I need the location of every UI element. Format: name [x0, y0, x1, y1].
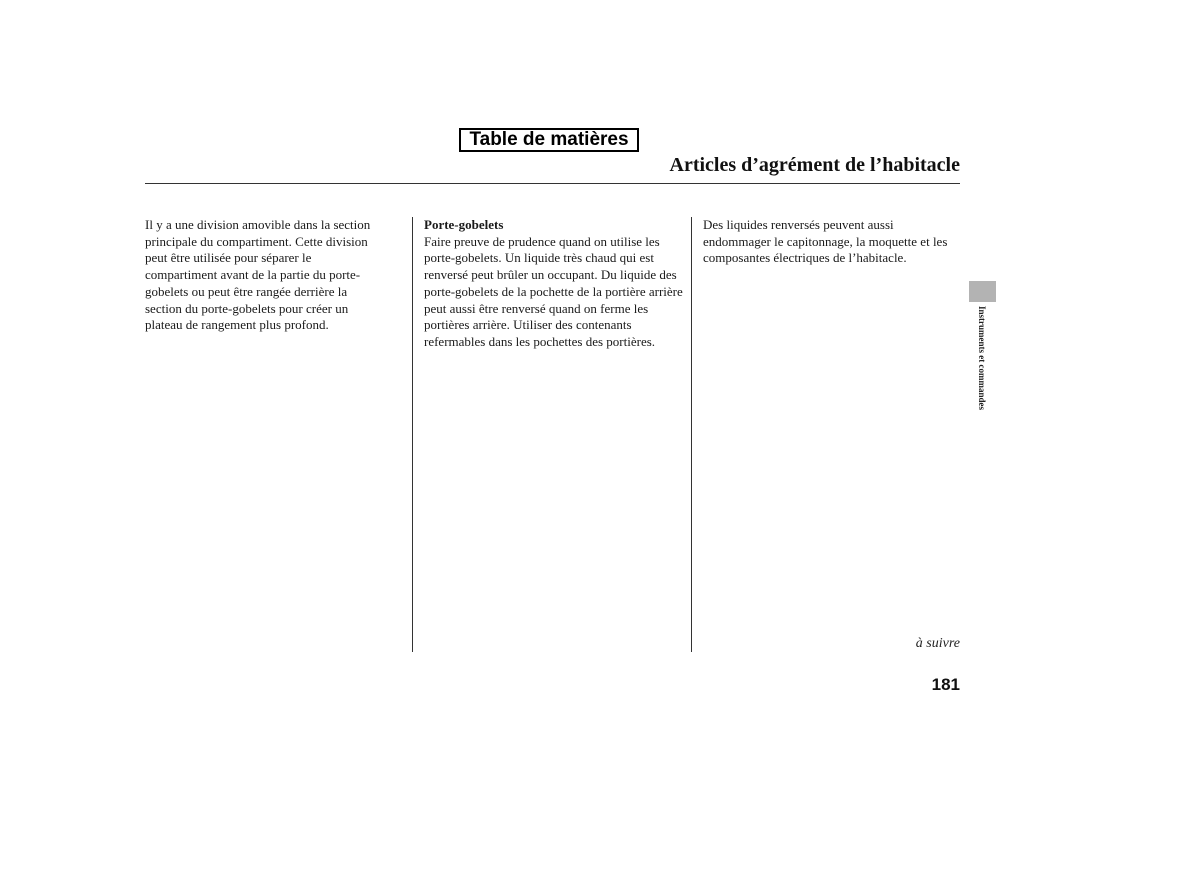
chapter-tab-marker	[969, 281, 996, 302]
page-number: 181	[931, 675, 960, 694]
chapter-tab-text: Instruments et commandes	[977, 306, 987, 410]
header-rule	[145, 183, 960, 184]
paragraph-cup-holder: Faire preuve de prudence quand on utilise les porte-gobelets. Un liquide très chaud qui est renversé peut brûler un occupant. Du liquide des porte-gobelets de la pochette de la portière arrière peut aussi être renversé quand on ferme les portières arrière. Utiliser des contenants refermables dans les pochettes des portières.	[424, 233, 683, 349]
table-of-contents-button[interactable]: Table de matières	[459, 128, 639, 152]
section-title: Articles d’agrément de l’habitacle	[669, 154, 960, 176]
cup-holder-heading: Porte-gobelets	[424, 217, 504, 232]
continued-note: à suivre	[915, 636, 960, 651]
paragraph-divider-info: Il y a une division amovible dans la section principale du compartiment. Cette division peut être utilisée pour séparer le compartiment avant de la partie du porte-gobelets ou peut être rangée derrière la section du porte-gobelets pour créer un plateau de rangement plus profond.	[145, 217, 371, 333]
paragraph-spills: Des liquides renversés peuvent aussi endommager le capitonnage, la moquette et les composantes électriques de l’habitacle.	[703, 217, 948, 266]
text-column-1	[145, 217, 385, 334]
text-column-2	[424, 217, 686, 351]
column-divider-2	[691, 217, 692, 652]
text-column-3	[703, 217, 953, 267]
column-divider-1	[412, 217, 413, 652]
